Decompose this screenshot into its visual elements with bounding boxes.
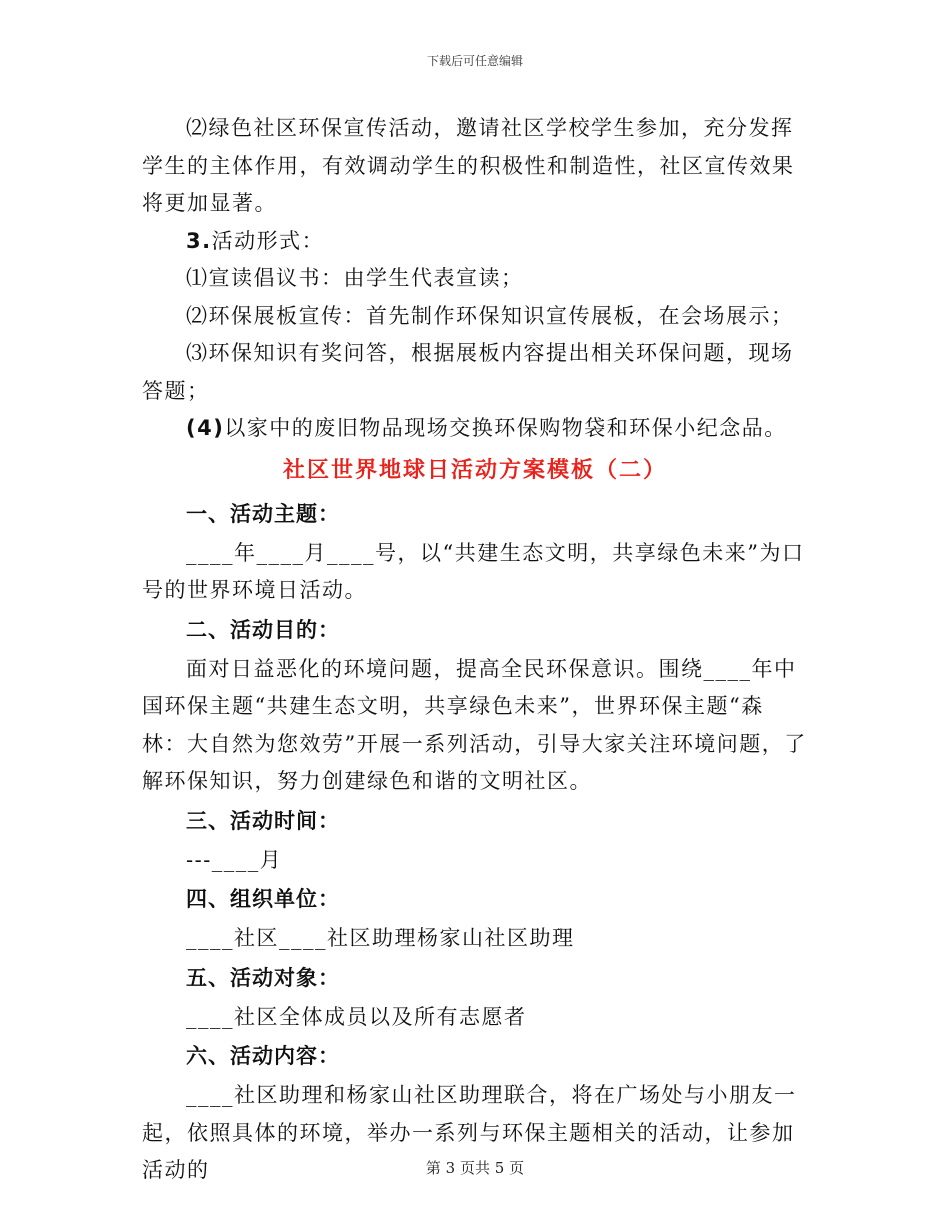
section-text-audience: ____社区全体成员以及所有志愿者 (186, 1004, 527, 1029)
form-item-3: ⑶环保知识有奖问答，根据展板内容提出相关环保问题，现场答题； (142, 341, 794, 403)
document-body (142, 110, 808, 1190)
paragraph-item-2: ⑵绿色社区环保宣传活动，邀请社区学校学生参加，充分发挥学生的主体作用，有效调动学生的积极性和制造性，社区宣传效果将更加显著。 (142, 116, 795, 215)
section-text-content: ____社区助理和杨家山社区助理联合，将在广场处与小朋友一起，依照具体的环境，举办一系列与环保主题相关的活动，让参加活动的 (142, 1083, 797, 1182)
section-text-organizer: ____社区____社区助理杨家山社区助理 (186, 926, 575, 950)
section-text-theme: ____年____月____号，以“共建生态文明，共享绿色未来”为口号的世界环境日活动。 (142, 540, 805, 602)
form-item-4-number: (4) (186, 416, 225, 440)
form-item-1: ⑴宣读倡议书：由学生代表宣读； (186, 266, 524, 290)
section-heading-content: 六、活动内容： (186, 1044, 340, 1068)
section-3-label: 活动形式： (211, 228, 325, 253)
section-heading-audience: 五、活动对象： (186, 965, 340, 990)
form-item-4-text: 以家中的废旧物品现场交换环保购物袋和环保小纪念品。 (224, 416, 787, 440)
section-text-purpose: 面对日益恶化的环境问题，提高全民环保意识。围绕____年中国环保主题“共建生态文明，共享绿色未来”，世界环保主题“森林：大自然为您效劳”开展一系列活动，引导大家关注环境问题，了解环保知识，努力创建绿色和谐的文明社区。 (142, 656, 807, 793)
form-item-4 (142, 410, 808, 448)
section-text-time: ---____月 (186, 847, 283, 872)
section-heading-time: 三、活动时间： (186, 808, 340, 833)
page-footer-number: 第 3 页共 5 页 (425, 1159, 525, 1177)
page-header-note: 下载后可任意编辑 (426, 54, 523, 68)
form-item-2: ⑵环保展板宣传：首先制作环保知识宣传展板，在会场展示； (186, 303, 794, 328)
section-3-heading (142, 223, 808, 261)
section-heading-theme: 一、活动主题： (186, 501, 340, 526)
section-3-number: 3. (186, 228, 212, 253)
document-title: 社区世界地球日活动方案模板（二） (282, 457, 667, 483)
section-heading-purpose: 二、活动目的： (186, 617, 340, 642)
section-heading-organizer: 四、组织单位： (186, 887, 340, 911)
